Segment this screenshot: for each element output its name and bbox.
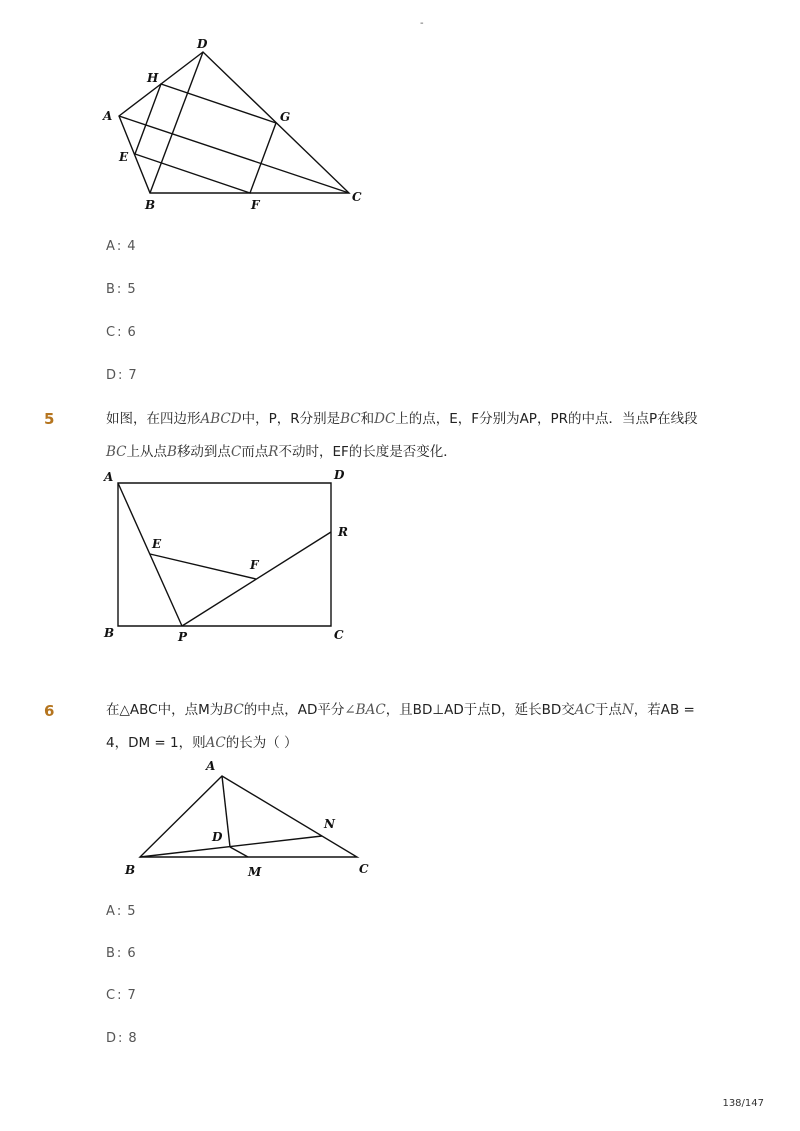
q4-option-b[interactable]: B : 5 [106,282,136,297]
q6-label-d: D [212,830,223,844]
q5-label-b: B [104,626,115,640]
q6-label-c: C [359,862,369,876]
q4-label-h: H [147,71,159,85]
q5-segment-pr [182,532,331,626]
q4-figure [95,30,375,215]
q6-option-d[interactable]: D : 8 [106,1031,137,1046]
q6-label-m: M [248,865,262,879]
q5-label-a: A [104,470,114,484]
q4-label-a: A [103,109,113,123]
q4-option-c[interactable]: C : 6 [106,325,136,340]
q4-option-a[interactable]: A : 4 [106,239,136,254]
q5-text: 如图，在四边形ABCD中，P，R分别是BC和DC上的点，E，F分别为AP，PR的中点．当点P在线段BC上从点B移动到点C而点R不动时，EF的长度是否变化． [106,411,698,460]
q4-label-f: F [251,198,260,212]
q6-option-c[interactable]: C : 7 [106,988,136,1003]
q5-label-p: P [178,630,188,644]
q6-option-a[interactable]: A : 5 [106,904,136,919]
q4-label-b: B [145,198,156,212]
q5-figure [100,465,360,645]
header-dash: - [420,18,424,29]
q5-label-e: E [152,537,162,551]
q6-segment-dm [230,847,248,857]
q6-segment-bn [140,836,322,857]
q6-figure [115,755,385,885]
page-number: 138/147 [722,1098,764,1109]
q6-option-b[interactable]: B : 6 [106,946,136,961]
q5-segment-ef [150,554,256,579]
q4-option-d[interactable]: D : 7 [106,368,137,383]
q5-label-f: F [250,558,259,572]
q5-label-r: R [338,525,348,539]
q4-label-c: C [352,190,362,204]
q6-segment-ad [222,776,230,847]
q4-diagonal-ac [119,116,349,193]
q6-label-n: N [324,817,335,831]
q6-number: 6 [44,702,55,720]
q4-label-e: E [119,150,129,164]
q5-label-c: C [334,628,344,642]
q4-label-g: G [280,110,291,124]
q6-text: 在△ABC中，点M为BC的中点，AD平分∠BAC，且BD⊥AD于点D，延长BD交AC于点N，若AB = 4，DM = 1，则AC的长为（ ） [106,702,695,751]
q5-number: 5 [44,410,55,428]
q4-label-d: D [197,37,208,51]
q6-label-a: A [206,759,216,773]
q6-label-b: B [125,863,136,877]
q5-label-d: D [334,468,345,482]
